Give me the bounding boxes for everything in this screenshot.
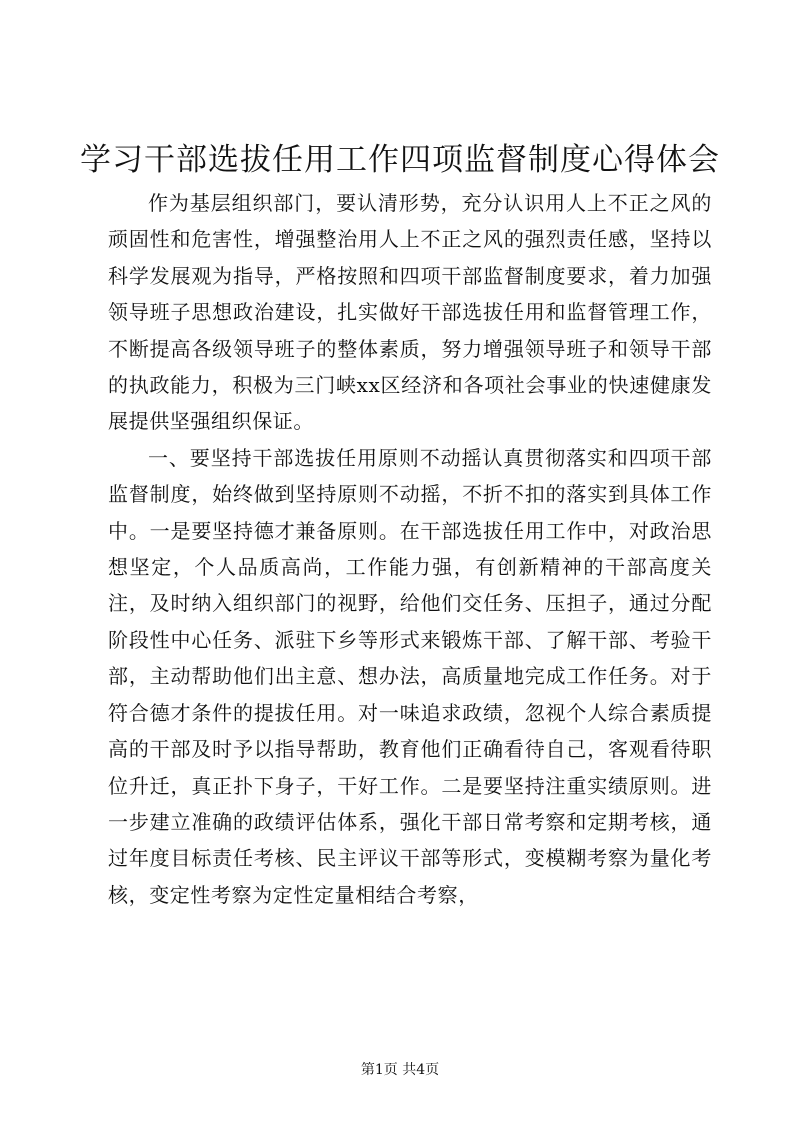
page-number-footer: 第1页 共4页 (360, 1062, 440, 1078)
paragraph-intro: 作为基层组织部门，要认清形势，充分认识用人上不正之风的顽固性和危害性，增强整治用人上不正之风的强烈责任感，坚持以科学发展观为指导，严格按照和四项干部监督制度要求，着力加强领导班子思想政治建设，扎实做好干部选拔任用和监督管理工作，不断提高各级领导班子的整体素质，努力增强领导班子和领导干部的执政能力，积极为三门峡xx区经济和各项社会事业的快速健康发展提供坚强组织保证。 (108, 191, 712, 434)
paragraph-section-one: 一、要坚持干部选拔任用原则不动摇认真贯彻落实和四项干部监督制度，始终做到坚持原则不动摇，不折不扣的落实到具体工作中。一是要坚持德才兼备原则。在干部选拔任用工作中，对政治思想坚定，个人品质高尚，工作能力强，有创新精神的干部高度关注，及时纳入组织部门的视野，给他们交任务、压担子，通过分配阶段性中心任务、派驻下乡等形式来锻炼干部、了解干部、考验干部，主动帮助他们出主意、想办法，高质量地完成工作任务。对于符合德才条件的提拔任用。对一味追求政绩，忽视个人综合素质提高的干部及时予以指导帮助，教育他们正确看待自己，客观看待职位升迁，真正扑下身子，干好工作。二是要坚持注重实绩原则。进一步建立准确的政绩评估体系，强化干部日常考察和定期考核，通过年度目标责任考核、民主评议干部等形式，变模糊考察为量化考核，变定性考察为定性定量相结合考察， (108, 445, 712, 907)
document-body (108, 185, 712, 913)
document-title: 学习干部选拔任用工作四项监督制度心得体会 (80, 142, 720, 178)
